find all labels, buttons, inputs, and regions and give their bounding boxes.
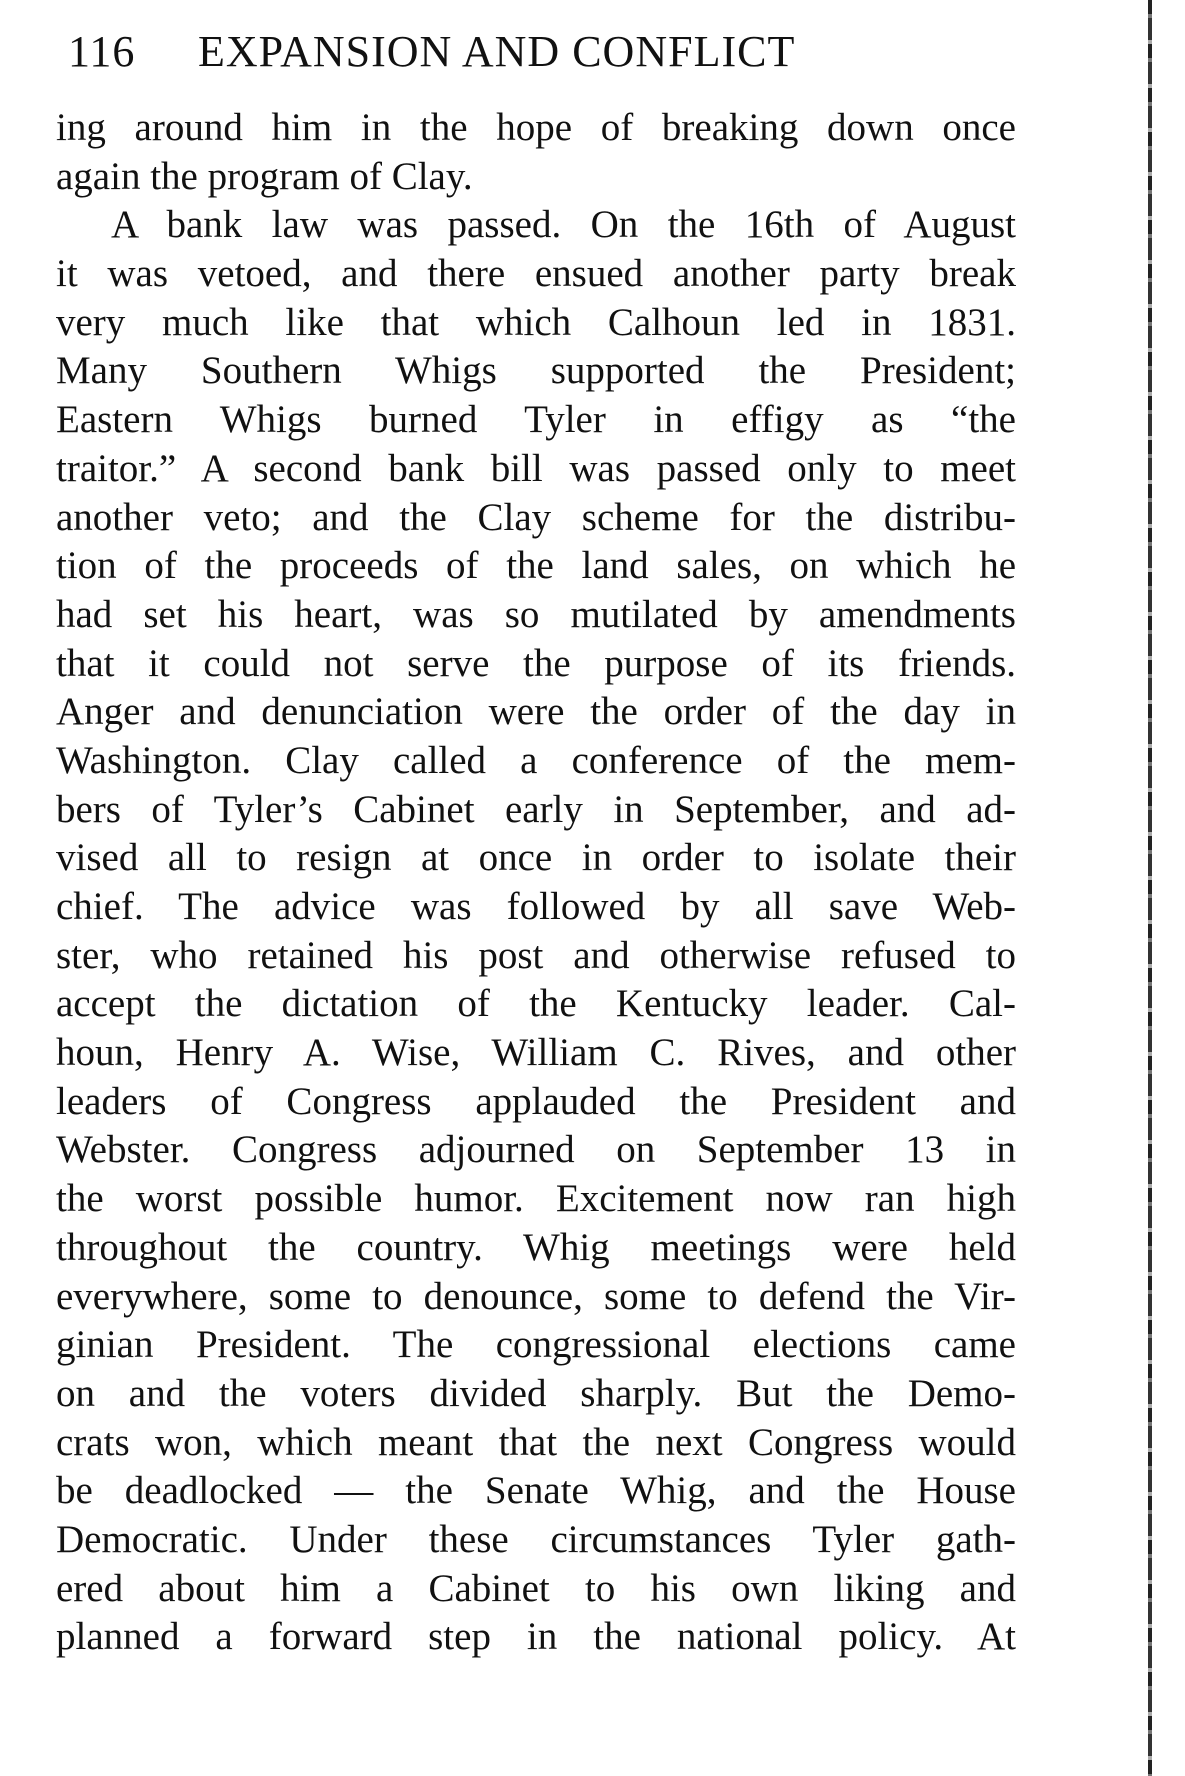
text-line: ered about him a Cabinet to his own liking and	[56, 1566, 1016, 1610]
text-line: planned a forward step in the national policy. At	[56, 1615, 1016, 1659]
page-edge-shadow	[1148, 0, 1152, 1776]
text-line: Anger and denunciation were the order of the day in	[56, 690, 1016, 734]
text-line: again the program of Clay.	[56, 154, 473, 198]
text-line: be deadlocked — the Senate Whig, and the House	[56, 1469, 1016, 1513]
text-line: another veto; and the Clay scheme for the distribu-	[56, 495, 1016, 539]
text-line: that it could not serve the purpose of its friends.	[56, 641, 1016, 685]
text-line: leaders of Congress applauded the President and	[56, 1079, 1016, 1123]
text-line: A bank law was passed. On the 16th of August	[111, 203, 1016, 247]
running-head	[68, 22, 1028, 82]
text-line: ing around him in the hope of breaking down once	[56, 106, 1016, 149]
text-line: crats won, which meant that the next Congress would	[56, 1420, 1016, 1464]
text-line: throughout the country. Whig meetings were held	[56, 1225, 1016, 1269]
text-line: Eastern Whigs burned Tyler in effigy as “the	[56, 398, 1016, 442]
text-line: ster, who retained his post and otherwise refused to	[56, 933, 1016, 977]
text-line: Webster. Congress adjourned on September 13 in	[56, 1128, 1016, 1172]
text-line: the worst possible humor. Excitement now ran high	[56, 1177, 1016, 1221]
page-number: 116	[68, 27, 136, 76]
text-line: houn, Henry A. Wise, William C. Rives, and other	[56, 1031, 1016, 1075]
text-line: on and the voters divided sharply. But the Demo-	[56, 1371, 1016, 1415]
text-line: ginian President. The congressional elections came	[56, 1323, 1016, 1367]
text-line: had set his heart, was so mutilated by amendments	[56, 592, 1016, 636]
text-line: everywhere, some to denounce, some to defend the Vir-	[56, 1274, 1016, 1318]
text-line: Washington. Clay called a conference of the mem-	[56, 738, 1016, 782]
text-line: accept the dictation of the Kentucky leader. Cal-	[56, 982, 1016, 1026]
text-line: traitor.” A second bank bill was passed only to meet	[56, 446, 1016, 490]
running-title: EXPANSION AND CONFLICT	[198, 27, 796, 76]
text-line: it was vetoed, and there ensued another party break	[56, 252, 1016, 296]
text-line: tion of the proceeds of the land sales, on which he	[56, 544, 1016, 588]
text-line: vised all to resign at once in order to isolate their	[56, 836, 1016, 880]
text-line: very much like that which Calhoun led in 1831.	[56, 300, 1016, 344]
text-line: Many Southern Whigs supported the President;	[56, 349, 1016, 393]
text-line: Democratic. Under these circumstances Tyler gath-	[56, 1517, 1016, 1561]
body-text	[56, 104, 1016, 1662]
text-line: bers of Tyler’s Cabinet early in September, and ad-	[56, 787, 1016, 831]
text-line: chief. The advice was followed by all save Web-	[56, 885, 1016, 928]
